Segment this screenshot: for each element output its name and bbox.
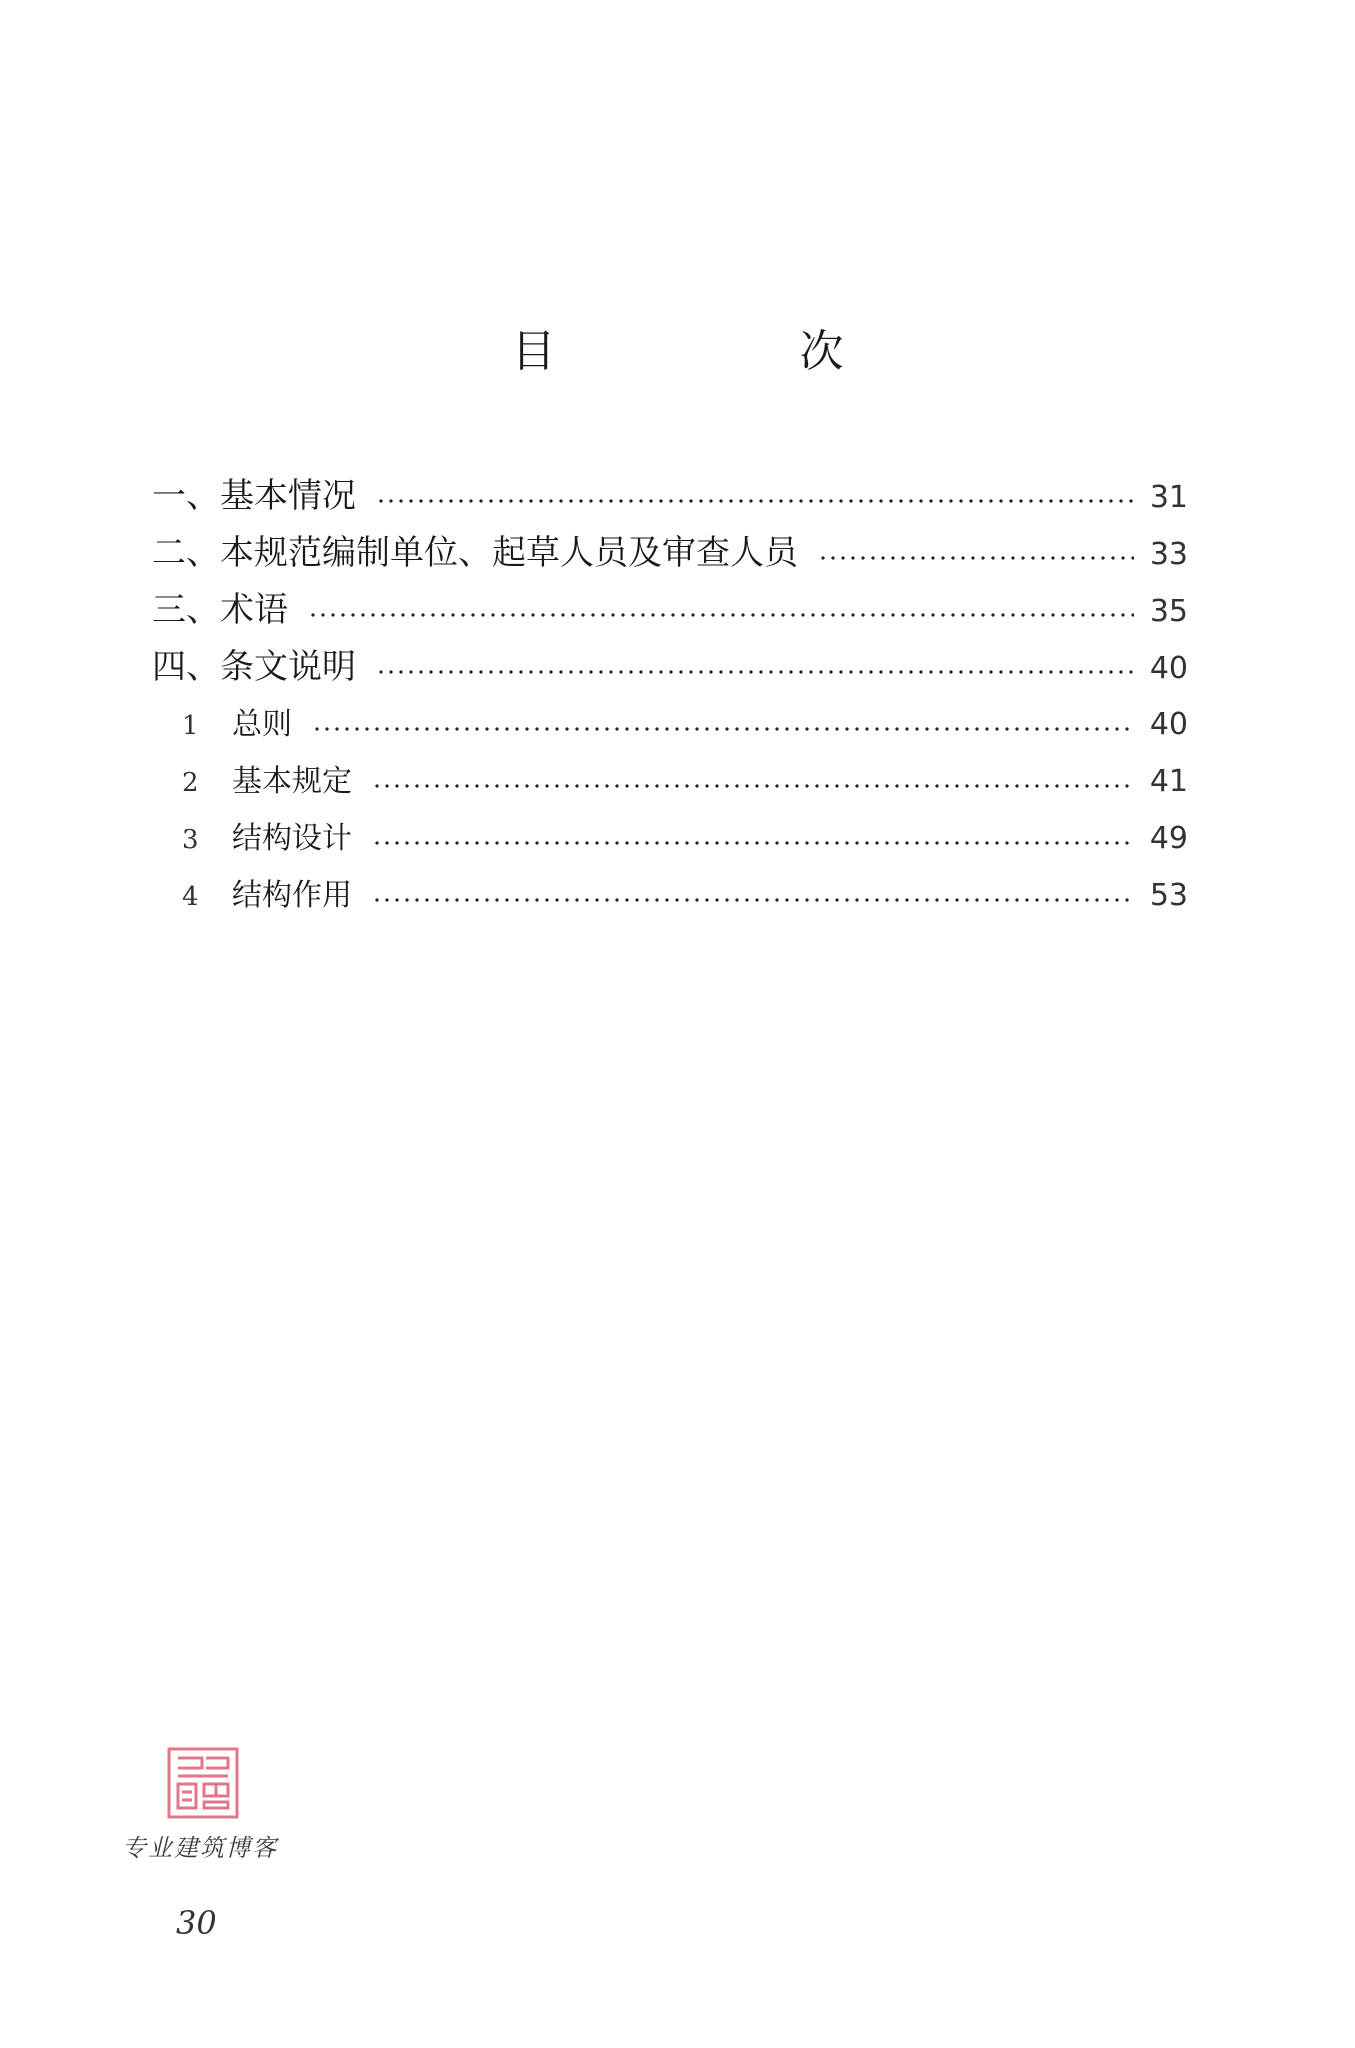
dot-leader <box>312 726 1134 732</box>
dot-leader <box>372 897 1134 903</box>
dot-leader <box>372 840 1134 846</box>
dot-leader <box>376 498 1134 504</box>
page-number: 30 <box>176 1904 217 1942</box>
toc-subentry-label: 基本规定 <box>232 764 352 799</box>
toc-subentry-general[interactable] <box>152 696 1188 753</box>
seal-caption: 专业建筑博客 <box>122 1834 278 1862</box>
toc-subentry-number: 4 <box>182 882 199 912</box>
toc-subentry-structural-actions[interactable] <box>152 867 1188 924</box>
seal-logo-icon <box>166 1746 240 1820</box>
toc-subentry-label: 总则 <box>232 707 292 742</box>
toc-entry-page: 35 <box>1149 594 1188 629</box>
toc-entry-label: 二、本规范编制单位、起草人员及审查人员 <box>152 533 798 573</box>
table-of-contents <box>152 468 1188 924</box>
toc-entry-explanation[interactable] <box>152 639 1188 696</box>
toc-entry-units-personnel[interactable] <box>152 525 1188 582</box>
dot-leader <box>818 555 1134 561</box>
toc-entry-page: 31 <box>1149 480 1188 515</box>
toc-subentry-label: 结构作用 <box>232 878 352 913</box>
toc-entry-page: 33 <box>1149 537 1188 572</box>
toc-entry-label: 三、术语 <box>152 590 288 630</box>
toc-entry-label: 四、条文说明 <box>152 647 356 687</box>
toc-entry-basic-info[interactable] <box>152 468 1188 525</box>
toc-subentry-label: 结构设计 <box>232 821 352 856</box>
toc-subentry-number: 2 <box>182 768 199 798</box>
toc-subentry-number: 1 <box>182 711 199 741</box>
toc-subentry-page: 53 <box>1149 878 1188 913</box>
toc-entry-label: 一、基本情况 <box>152 476 356 516</box>
dot-leader <box>376 669 1134 675</box>
toc-subentry-page: 41 <box>1149 764 1188 799</box>
dot-leader <box>308 612 1134 618</box>
toc-subentry-page: 40 <box>1149 707 1188 742</box>
toc-subentry-structural-design[interactable] <box>152 810 1188 867</box>
toc-subentry-basic-provisions[interactable] <box>152 753 1188 810</box>
dot-leader <box>372 783 1134 789</box>
toc-subentry-number: 3 <box>182 825 199 855</box>
toc-subentry-page: 49 <box>1149 821 1188 856</box>
toc-entry-terms[interactable] <box>152 582 1188 639</box>
toc-entry-page: 40 <box>1149 651 1188 686</box>
page-title: 目 次 <box>511 326 944 377</box>
